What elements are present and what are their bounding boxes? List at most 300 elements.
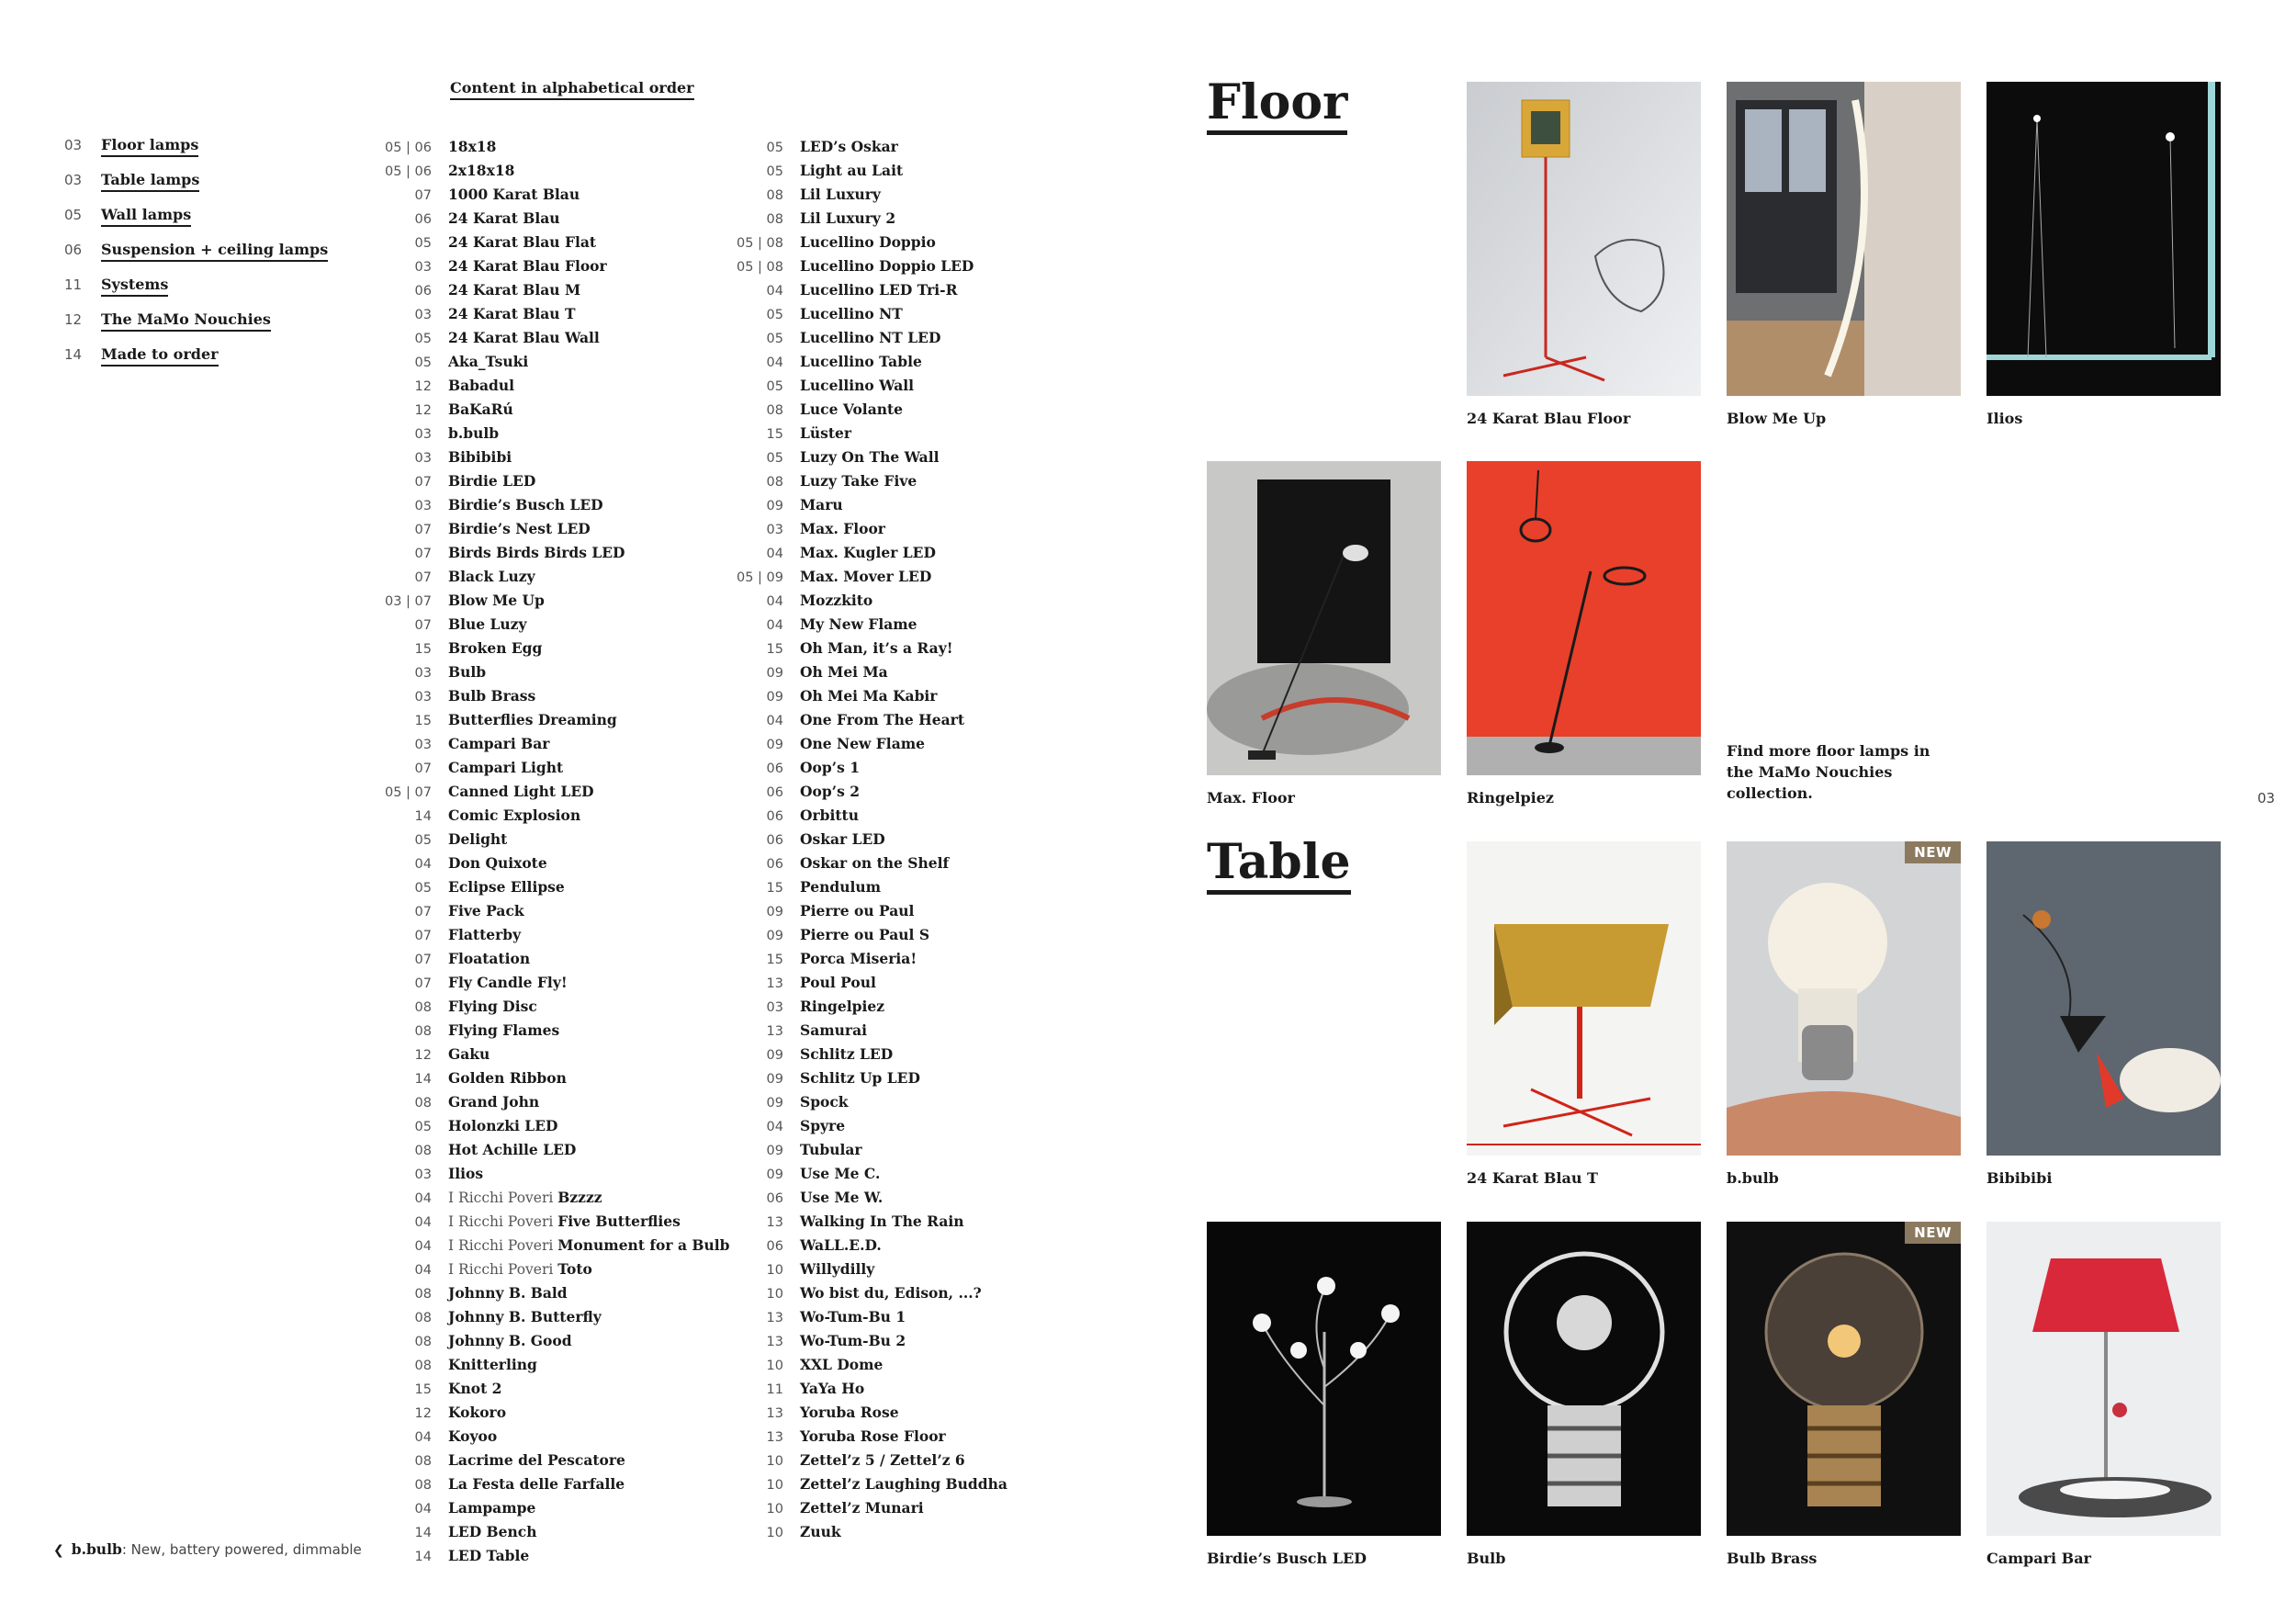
- index-entry[interactable]: [715, 878, 1082, 902]
- index-product-name[interactable]: [448, 1284, 568, 1302]
- index-entry[interactable]: [715, 496, 1082, 520]
- index-product-name[interactable]: [448, 1404, 506, 1421]
- index-product-name[interactable]: [448, 162, 514, 179]
- index-product-name[interactable]: [448, 806, 580, 824]
- index-product-name[interactable]: [800, 1117, 845, 1134]
- index-product-name[interactable]: [800, 854, 949, 872]
- index-entry[interactable]: [363, 377, 730, 400]
- index-product-name[interactable]: [448, 1069, 567, 1087]
- index-entry[interactable]: [715, 1499, 1082, 1523]
- index-entry[interactable]: [715, 592, 1082, 615]
- index-product-label: Campari Bar: [448, 735, 550, 752]
- index-entry[interactable]: [363, 544, 730, 568]
- index-entry[interactable]: [715, 1356, 1082, 1380]
- index-entry[interactable]: [715, 687, 1082, 711]
- index-product-name[interactable]: [448, 1021, 559, 1039]
- index-product-label: Ringelpiez: [800, 998, 885, 1015]
- index-entry[interactable]: [715, 663, 1082, 687]
- chapter-link[interactable]: Table lamps: [101, 171, 199, 192]
- index-entry[interactable]: [715, 1189, 1082, 1212]
- index-product-name[interactable]: [448, 400, 513, 418]
- index-product-name[interactable]: [448, 1332, 572, 1349]
- index-product-name[interactable]: [448, 783, 594, 800]
- index-product-name[interactable]: [448, 854, 547, 872]
- index-entry[interactable]: [715, 281, 1082, 305]
- index-entry[interactable]: [363, 568, 730, 592]
- product-tile[interactable]: [1467, 841, 1701, 1187]
- index-product-name[interactable]: [800, 1475, 1007, 1493]
- index-entry[interactable]: [715, 568, 1082, 592]
- index-entry[interactable]: [363, 1332, 730, 1356]
- index-entry[interactable]: [715, 1284, 1082, 1308]
- index-entry[interactable]: [363, 639, 730, 663]
- chapter-item[interactable]: [64, 206, 367, 241]
- index-product-label: LED Table: [448, 1547, 530, 1564]
- index-entry[interactable]: [363, 830, 730, 854]
- index-product-name[interactable]: [800, 233, 936, 251]
- index-page-ref: 10: [766, 1454, 783, 1469]
- index-product-label: Bzzzz: [557, 1189, 602, 1206]
- chapter-item[interactable]: [64, 345, 367, 380]
- index-entry[interactable]: [715, 472, 1082, 496]
- index-entry[interactable]: [363, 1547, 730, 1571]
- index-product-name[interactable]: [800, 209, 895, 227]
- index-product-label: Blue Luzy: [448, 615, 527, 633]
- index-product-label: b.bulb: [448, 424, 500, 442]
- index-product-name[interactable]: [448, 878, 565, 896]
- index-page-ref: 11: [766, 1382, 783, 1397]
- index-entry[interactable]: [363, 257, 730, 281]
- index-entry[interactable]: [363, 759, 730, 783]
- index-entry[interactable]: [715, 1260, 1082, 1284]
- index-entry[interactable]: [715, 544, 1082, 568]
- index-entry[interactable]: [363, 1260, 730, 1284]
- index-product-name[interactable]: [800, 1451, 965, 1469]
- index-product-name[interactable]: [448, 472, 535, 490]
- index-product-label: Knot 2: [448, 1380, 502, 1397]
- index-entry[interactable]: [715, 424, 1082, 448]
- product-tile[interactable]: [1727, 82, 1961, 427]
- index-product-name[interactable]: [800, 305, 903, 322]
- index-entry[interactable]: [715, 233, 1082, 257]
- index-product-name[interactable]: [448, 1117, 557, 1134]
- index-entry[interactable]: [363, 1404, 730, 1427]
- index-entry[interactable]: [715, 186, 1082, 209]
- product-name: Max. Floor: [1207, 789, 1295, 806]
- index-product-name[interactable]: [448, 377, 514, 394]
- index-product-name[interactable]: [448, 1475, 625, 1493]
- chapter-page-number: 11: [64, 276, 83, 293]
- index-entry[interactable]: [715, 1451, 1082, 1475]
- index-product-name[interactable]: [448, 186, 580, 203]
- index-product-name[interactable]: [448, 1427, 497, 1445]
- index-product-name[interactable]: [448, 615, 527, 633]
- chapter-item[interactable]: [64, 241, 367, 276]
- index-product-label: Oskar LED: [800, 830, 885, 848]
- index-entry[interactable]: [363, 1308, 730, 1332]
- index-entry[interactable]: [363, 400, 730, 424]
- index-entry[interactable]: [715, 448, 1082, 472]
- index-entry[interactable]: [715, 1236, 1082, 1260]
- index-entry[interactable]: [363, 806, 730, 830]
- index-product-name[interactable]: [448, 1523, 537, 1540]
- index-entry[interactable]: [715, 806, 1082, 830]
- index-product-name[interactable]: [800, 1236, 882, 1254]
- index-product-name[interactable]: [448, 520, 591, 537]
- index-product-name[interactable]: [448, 1045, 490, 1063]
- index-product-name[interactable]: [800, 424, 851, 442]
- index-entry[interactable]: [715, 783, 1082, 806]
- index-entry[interactable]: [363, 353, 730, 377]
- index-product-name[interactable]: [800, 1021, 867, 1039]
- index-entry[interactable]: [363, 998, 730, 1021]
- index-product-name[interactable]: [800, 1427, 946, 1445]
- index-product-name[interactable]: [448, 998, 537, 1015]
- index-product-name[interactable]: [448, 639, 542, 657]
- chapter-item[interactable]: [64, 171, 367, 206]
- index-product-name[interactable]: [800, 520, 885, 537]
- index-entry[interactable]: [715, 257, 1082, 281]
- index-entry[interactable]: [715, 1165, 1082, 1189]
- index-product-name[interactable]: [448, 1189, 602, 1206]
- index-page-ref: 05: [766, 379, 783, 394]
- index-product-name[interactable]: [448, 233, 596, 251]
- index-product-name[interactable]: [800, 162, 903, 179]
- chapter-page-number: 06: [64, 242, 83, 258]
- index-product-name[interactable]: [800, 1308, 906, 1325]
- index-product-name[interactable]: [448, 448, 512, 466]
- index-product-name[interactable]: [448, 138, 496, 155]
- index-product-name[interactable]: [448, 735, 549, 752]
- index-product-label: La Festa delle Farfalle: [448, 1475, 625, 1493]
- index-product-name[interactable]: [800, 329, 940, 346]
- index-product-name[interactable]: [448, 1141, 576, 1158]
- chapter-link[interactable]: Systems: [101, 276, 168, 297]
- index-product-name[interactable]: [448, 1308, 602, 1325]
- index-page-ref: 03: [766, 1000, 783, 1015]
- index-product-name[interactable]: [448, 687, 535, 705]
- index-entry[interactable]: [363, 1523, 730, 1547]
- index-entry[interactable]: [363, 1475, 730, 1499]
- index-entry[interactable]: [363, 496, 730, 520]
- product-tile[interactable]: [1727, 841, 1961, 1187]
- index-product-name[interactable]: [448, 424, 499, 442]
- index-entry[interactable]: [715, 1021, 1082, 1045]
- index-page-ref: 13: [766, 1406, 783, 1421]
- index-entry[interactable]: [363, 305, 730, 329]
- new-badge: NEW: [1905, 1222, 1961, 1244]
- index-entry[interactable]: [715, 759, 1082, 783]
- index-product-name[interactable]: [800, 926, 929, 943]
- index-entry[interactable]: [363, 281, 730, 305]
- index-product-name[interactable]: [448, 711, 617, 728]
- index-product-name[interactable]: [800, 544, 936, 561]
- index-product-name[interactable]: [448, 974, 568, 991]
- index-product-name[interactable]: [448, 1499, 535, 1517]
- index-page-ref: 07: [414, 188, 432, 203]
- product-tile[interactable]: [1986, 841, 2221, 1187]
- index-page-ref: 03: [414, 690, 432, 705]
- index-entry[interactable]: [715, 520, 1082, 544]
- index-product-name[interactable]: [800, 639, 953, 657]
- index-entry[interactable]: [715, 1069, 1082, 1093]
- index-product-name[interactable]: [800, 400, 903, 418]
- index-entry[interactable]: [715, 1380, 1082, 1404]
- index-entry[interactable]: [363, 1284, 730, 1308]
- index-entry[interactable]: [715, 902, 1082, 926]
- index-entry[interactable]: [715, 854, 1082, 878]
- index-product-name[interactable]: [448, 496, 603, 513]
- chapter-item[interactable]: [64, 310, 367, 345]
- index-entry[interactable]: [715, 353, 1082, 377]
- chapter-link[interactable]: Wall lamps: [101, 206, 191, 227]
- index-product-name[interactable]: [800, 353, 922, 370]
- index-entry[interactable]: [715, 1045, 1082, 1069]
- index-product-name[interactable]: [800, 759, 860, 776]
- index-product-name[interactable]: [800, 1093, 849, 1111]
- index-entry[interactable]: [363, 1499, 730, 1523]
- index-product-name[interactable]: [448, 1165, 483, 1182]
- index-entry[interactable]: [363, 186, 730, 209]
- index-product-name[interactable]: [800, 950, 917, 967]
- index-product-name[interactable]: [800, 1284, 982, 1302]
- index-product-name[interactable]: [448, 663, 486, 681]
- index-product-name[interactable]: [448, 544, 625, 561]
- product-tile[interactable]: [1467, 82, 1701, 427]
- index-entry[interactable]: [715, 138, 1082, 162]
- chapter-item[interactable]: [64, 276, 367, 310]
- chapter-item[interactable]: [64, 136, 367, 171]
- index-entry[interactable]: [715, 305, 1082, 329]
- index-entry[interactable]: [363, 472, 730, 496]
- index-entry[interactable]: [363, 1045, 730, 1069]
- index-product-name[interactable]: [448, 926, 521, 943]
- index-entry[interactable]: [715, 950, 1082, 974]
- index-entry[interactable]: [715, 1523, 1082, 1547]
- index-product-name[interactable]: [800, 568, 931, 585]
- index-product-name[interactable]: [448, 209, 560, 227]
- index-product-name[interactable]: [448, 281, 580, 299]
- index-entry[interactable]: [363, 711, 730, 735]
- index-entry[interactable]: [715, 1404, 1082, 1427]
- index-product-name[interactable]: [800, 257, 974, 275]
- product-tile[interactable]: [1207, 1222, 1441, 1567]
- index-product-name[interactable]: [800, 472, 917, 490]
- index-page-ref: 05 | 08: [736, 236, 783, 251]
- chapter-link[interactable]: The MaMo Nouchies: [101, 310, 271, 332]
- index-entry[interactable]: [715, 1141, 1082, 1165]
- index-entry[interactable]: [363, 1380, 730, 1404]
- index-entry[interactable]: [715, 209, 1082, 233]
- index-product-name[interactable]: [448, 592, 545, 609]
- index-product-name[interactable]: [800, 496, 843, 513]
- index-page-ref: 13: [766, 976, 783, 991]
- index-product-name[interactable]: [800, 1189, 883, 1206]
- index-entry[interactable]: [715, 615, 1082, 639]
- index-entry[interactable]: [715, 926, 1082, 950]
- index-product-name[interactable]: [800, 902, 914, 919]
- index-product-name[interactable]: [448, 257, 607, 275]
- product-tile[interactable]: [1467, 1222, 1701, 1567]
- index-product-name[interactable]: [800, 878, 881, 896]
- index-entry[interactable]: [363, 1212, 730, 1236]
- index-entry[interactable]: [715, 1117, 1082, 1141]
- index-entry[interactable]: [715, 1332, 1082, 1356]
- index-entry[interactable]: [363, 138, 730, 162]
- index-product-name[interactable]: [800, 1212, 964, 1230]
- index-product-name[interactable]: [448, 1236, 730, 1254]
- index-product-name[interactable]: [448, 1380, 501, 1397]
- index-entry[interactable]: [363, 1141, 730, 1165]
- index-product-name[interactable]: [800, 783, 860, 800]
- index-entry[interactable]: [363, 1451, 730, 1475]
- index-entry[interactable]: [363, 1117, 730, 1141]
- index-product-name[interactable]: [448, 1212, 681, 1230]
- index-product-name[interactable]: [800, 1045, 893, 1063]
- index-product-name[interactable]: [800, 281, 957, 299]
- index-entry[interactable]: [715, 711, 1082, 735]
- product-tile[interactable]: [1467, 461, 1701, 806]
- index-entry[interactable]: [715, 400, 1082, 424]
- index-page-ref: 08: [414, 1096, 432, 1111]
- index-entry[interactable]: [363, 520, 730, 544]
- index-entry[interactable]: [715, 1212, 1082, 1236]
- index-product-name[interactable]: [800, 1069, 920, 1087]
- index-entry[interactable]: [363, 592, 730, 615]
- index-entry[interactable]: [363, 233, 730, 257]
- index-entry[interactable]: [715, 1308, 1082, 1332]
- index-page-ref: 07: [414, 929, 432, 943]
- index-entry[interactable]: [363, 663, 730, 687]
- index-entry[interactable]: [715, 830, 1082, 854]
- index-entry[interactable]: [363, 1165, 730, 1189]
- catalogue-page: [1148, 0, 2296, 1624]
- index-entry[interactable]: [715, 377, 1082, 400]
- index-product-label: Use Me W.: [800, 1189, 884, 1206]
- index-page-ref: 14: [414, 1526, 432, 1540]
- index-entry[interactable]: [363, 854, 730, 878]
- index-product-name[interactable]: [448, 353, 528, 370]
- index-product-name[interactable]: [800, 615, 917, 633]
- index-entry[interactable]: [363, 1021, 730, 1045]
- index-product-label: Schlitz LED: [800, 1045, 894, 1063]
- chapter-link[interactable]: Suspension + ceiling lamps: [101, 241, 328, 262]
- index-entry[interactable]: [363, 878, 730, 902]
- index-entry[interactable]: [363, 687, 730, 711]
- index-product-name[interactable]: [448, 1093, 539, 1111]
- index-product-name[interactable]: [800, 448, 939, 466]
- index-product-name[interactable]: [800, 1523, 841, 1540]
- index-product-name[interactable]: [800, 186, 881, 203]
- index-product-name[interactable]: [800, 1332, 906, 1349]
- product-tile[interactable]: [1207, 461, 1441, 806]
- index-product-name[interactable]: [800, 663, 888, 681]
- index-entry[interactable]: [715, 329, 1082, 353]
- index-entry[interactable]: [363, 448, 730, 472]
- index-product-name[interactable]: [800, 806, 859, 824]
- chapter-link[interactable]: Made to order: [101, 345, 219, 367]
- index-entry[interactable]: [363, 329, 730, 353]
- index-entry[interactable]: [363, 950, 730, 974]
- index-entry[interactable]: [363, 209, 730, 233]
- index-product-name[interactable]: [800, 687, 937, 705]
- index-product-name[interactable]: [448, 568, 535, 585]
- index-entry[interactable]: [715, 1475, 1082, 1499]
- index-product-name[interactable]: [800, 1499, 924, 1517]
- index-product-name[interactable]: [448, 902, 524, 919]
- index-product-name[interactable]: [800, 377, 914, 394]
- index-entry[interactable]: [715, 1093, 1082, 1117]
- index-entry[interactable]: [715, 735, 1082, 759]
- index-product-name[interactable]: [448, 329, 600, 346]
- index-entry[interactable]: [363, 783, 730, 806]
- index-page-ref: 09: [766, 499, 783, 513]
- index-product-name[interactable]: [800, 974, 876, 991]
- index-product-name[interactable]: [800, 735, 925, 752]
- index-product-name[interactable]: [800, 1260, 874, 1278]
- section-title-floor: Floor: [1207, 79, 1347, 135]
- product-tile[interactable]: [1727, 1222, 1961, 1567]
- index-product-name[interactable]: [800, 1165, 880, 1182]
- index-product-name[interactable]: [800, 138, 898, 155]
- index-product-label: Schlitz Up LED: [800, 1069, 920, 1087]
- index-entry[interactable]: [363, 1427, 730, 1451]
- index-entry[interactable]: [363, 162, 730, 186]
- index-entry[interactable]: [715, 162, 1082, 186]
- product-image: [1727, 841, 1961, 1156]
- index-product-name[interactable]: [800, 1380, 864, 1397]
- index-product-name[interactable]: [800, 830, 885, 848]
- index-product-label: Poul Poul: [800, 974, 876, 991]
- index-product-label: Zettel’z Laughing Buddha: [800, 1475, 1007, 1493]
- index-product-label: Ilios: [448, 1165, 484, 1182]
- index-entry[interactable]: [363, 1189, 730, 1212]
- product-image: [1727, 1222, 1961, 1536]
- index-product-name[interactable]: [800, 998, 884, 1015]
- index-entry[interactable]: [715, 639, 1082, 663]
- index-entry[interactable]: [363, 1093, 730, 1117]
- index-entry[interactable]: [363, 926, 730, 950]
- index-product-name[interactable]: [800, 1404, 899, 1421]
- index-product-name[interactable]: [800, 592, 872, 609]
- product-tile[interactable]: [1986, 1222, 2221, 1567]
- index-entry[interactable]: [715, 1427, 1082, 1451]
- index-product-name[interactable]: [800, 711, 964, 728]
- index-entry[interactable]: [363, 974, 730, 998]
- index-product-name[interactable]: [448, 1451, 625, 1469]
- index-product-name[interactable]: [448, 305, 575, 322]
- index-product-name[interactable]: [448, 950, 530, 967]
- index-entry[interactable]: [363, 615, 730, 639]
- index-entry[interactable]: [363, 1069, 730, 1093]
- product-tile[interactable]: [1986, 82, 2221, 427]
- index-product-name[interactable]: [448, 1260, 592, 1278]
- index-entry[interactable]: [363, 902, 730, 926]
- index-product-name[interactable]: [448, 830, 507, 848]
- index-product-name[interactable]: [448, 1356, 537, 1373]
- index-product-name[interactable]: [448, 759, 563, 776]
- chapter-link[interactable]: Floor lamps: [101, 136, 198, 157]
- index-entry[interactable]: [363, 735, 730, 759]
- index-product-name[interactable]: [800, 1141, 862, 1158]
- index-entry[interactable]: [715, 974, 1082, 998]
- index-entry[interactable]: [363, 1236, 730, 1260]
- index-entry[interactable]: [363, 424, 730, 448]
- index-product-name[interactable]: [800, 1356, 883, 1373]
- index-product-name[interactable]: [448, 1547, 529, 1564]
- index-entry[interactable]: [715, 998, 1082, 1021]
- index-entry[interactable]: [363, 1356, 730, 1380]
